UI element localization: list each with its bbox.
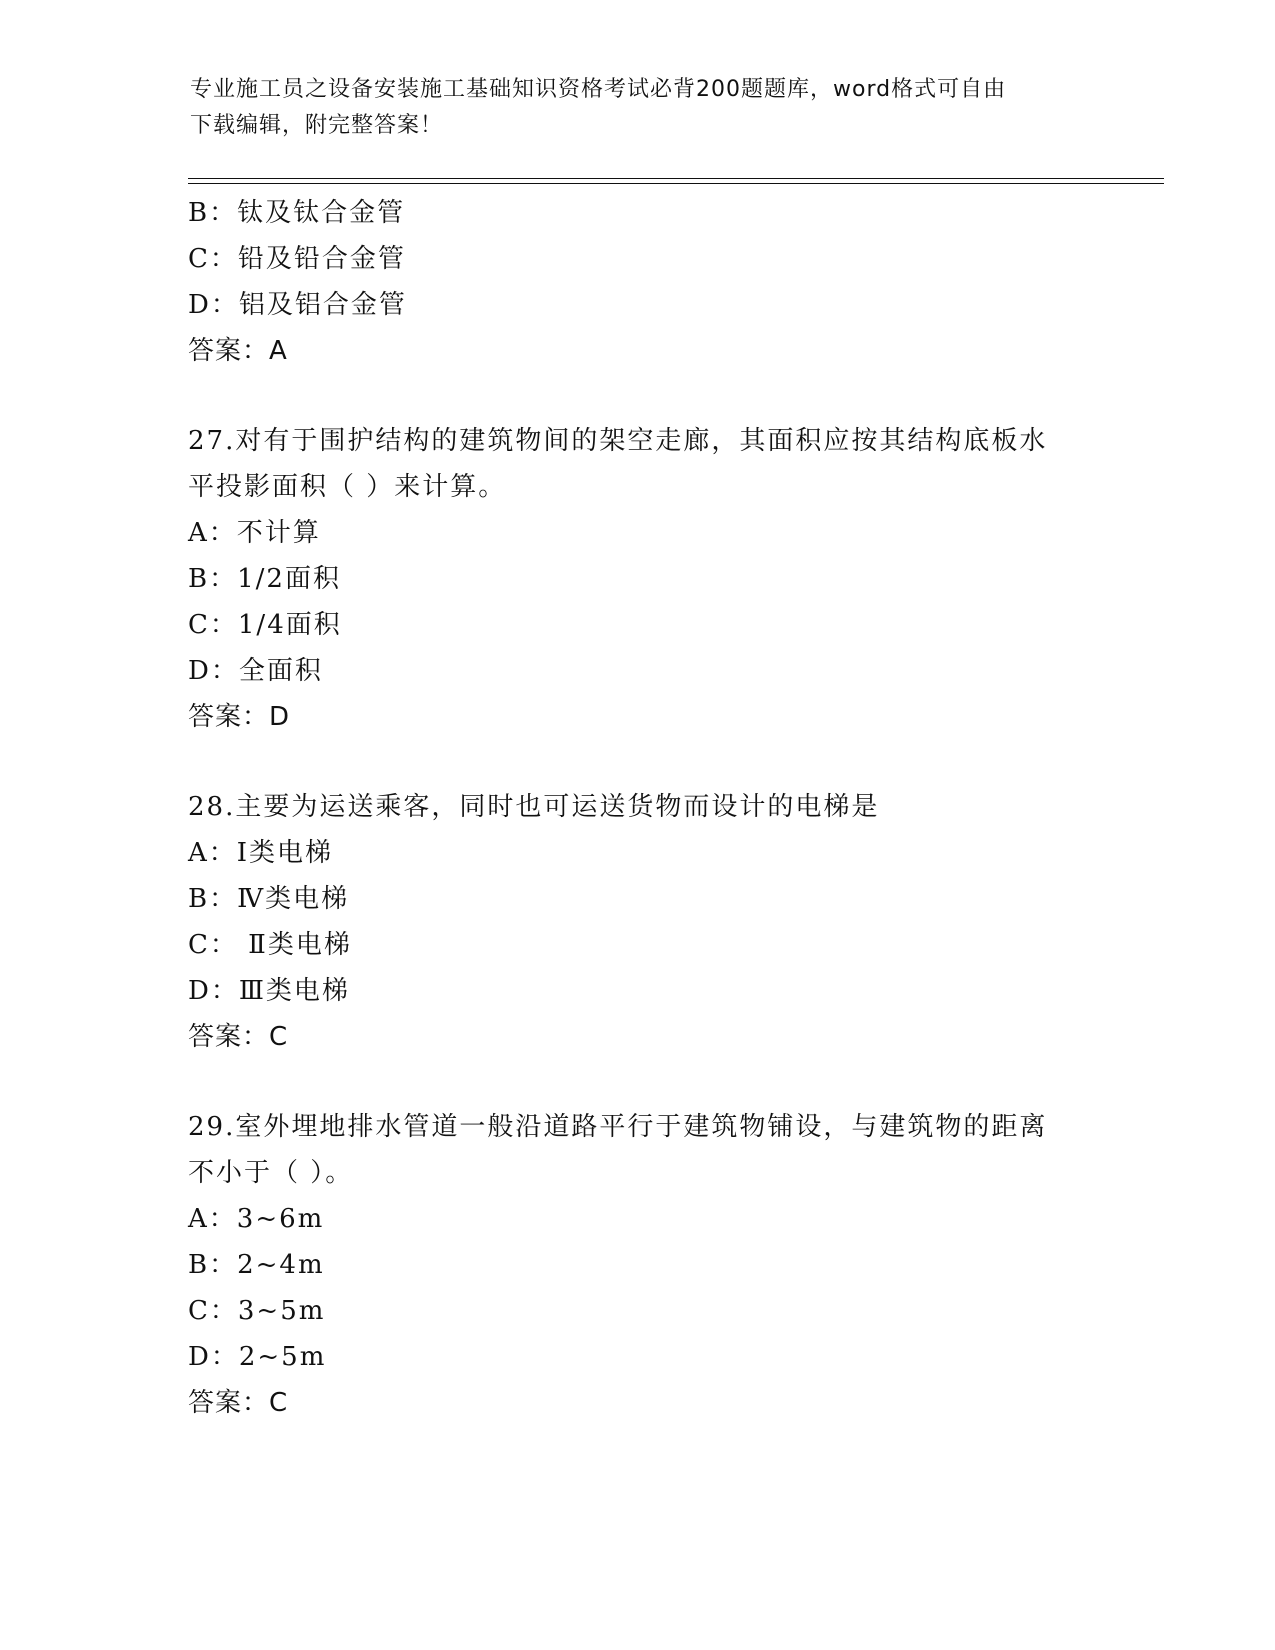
header-divider-top: [188, 178, 1164, 179]
question-stem-line: 29.室外埋地排水管道一般沿道路平行于建筑物铺设，与建筑物的距离: [188, 1112, 1048, 1142]
header-line-1: 专业施工员之设备安装施工基础知识资格考试必背200题题库，word格式可自由: [190, 77, 1007, 102]
option-d: D：Ⅲ类电梯: [188, 976, 350, 1006]
document-header: [190, 72, 1090, 144]
option-d: D：铝及铝合金管: [188, 290, 407, 320]
option-a: A：不计算: [188, 518, 321, 548]
option-a: A：Ⅰ类电梯: [188, 838, 334, 868]
option-d: D：2~5m: [188, 1342, 327, 1372]
option-a: A：3~6m: [188, 1204, 325, 1234]
answer: 答案：A: [188, 336, 288, 366]
header-line-2: 下载编辑，附完整答案！: [190, 113, 444, 138]
question-stem-line: 平投影面积（ ）来计算。: [188, 472, 507, 502]
question-list: [188, 190, 1088, 1426]
question-29: [188, 1104, 1088, 1426]
option-c: C： Ⅱ类电梯: [188, 930, 352, 960]
option-c: C：3~5m: [188, 1296, 326, 1326]
prev-question-continuation: [188, 190, 1088, 374]
question-stem-line: 28.主要为运送乘客，同时也可运送货物而设计的电梯是: [188, 792, 880, 822]
option-b: B：2~4m: [188, 1250, 325, 1280]
question-28: [188, 784, 1088, 1060]
question-stem-line: 27.对有于围护结构的建筑物间的架空走廊，其面积应按其结构底板水: [188, 426, 1048, 456]
answer: 答案：C: [188, 1388, 289, 1418]
option-b: B：1/2面积: [188, 564, 341, 594]
option-b: B：钛及钛合金管: [188, 198, 406, 228]
answer: 答案：D: [188, 702, 291, 732]
header-divider-bottom: [188, 183, 1164, 184]
question-stem-line: 不小于（ ）。: [188, 1158, 354, 1188]
option-c: C：1/4面积: [188, 610, 342, 640]
option-b: B：Ⅳ类电梯: [188, 884, 350, 914]
option-c: C：铅及铅合金管: [188, 244, 406, 274]
option-d: D：全面积: [188, 656, 323, 686]
question-27: [188, 418, 1088, 740]
answer: 答案：C: [188, 1022, 289, 1052]
